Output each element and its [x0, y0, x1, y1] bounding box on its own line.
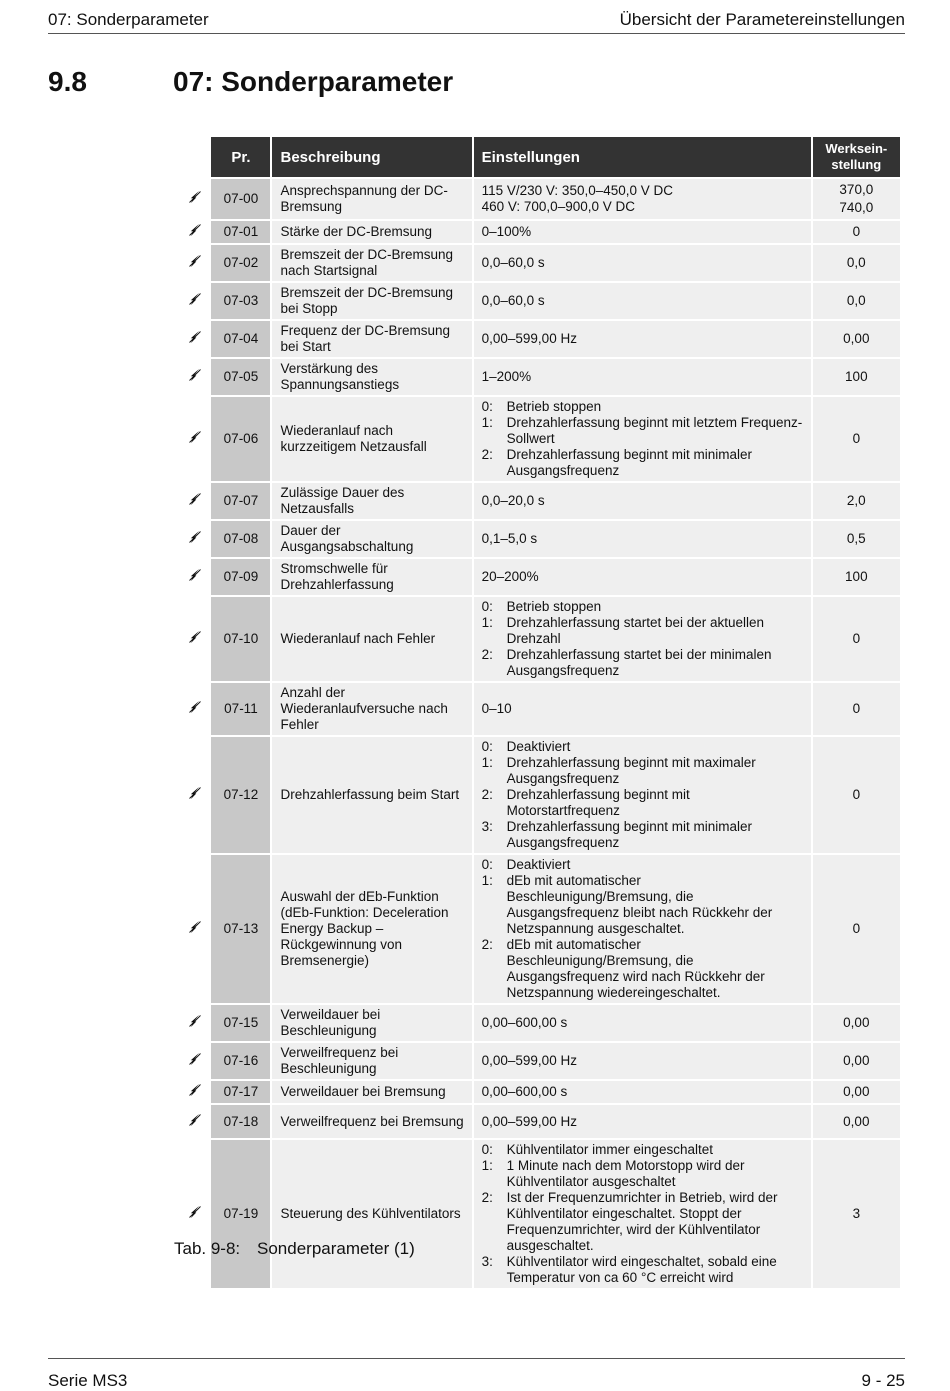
param-settings — [474, 245, 811, 281]
param-default — [813, 221, 900, 243]
option-number: 2: — [481, 937, 493, 952]
online-changeable-icon — [180, 855, 209, 1003]
online-changeable-icon — [180, 397, 209, 481]
option-text: Drehzahlerfassung startet bei der minimalen Ausgangsfrequenz — [506, 647, 772, 678]
param-default — [813, 245, 900, 281]
param-number: 07-13 — [211, 855, 270, 1003]
param-settings — [474, 321, 811, 357]
settings-option — [482, 819, 803, 851]
option-number: 3: — [481, 819, 493, 834]
table-row — [180, 1005, 900, 1041]
param-default — [813, 855, 900, 1003]
option-number: 1: — [481, 415, 493, 430]
param-settings — [474, 359, 811, 395]
settings-line: 20–200% — [481, 569, 539, 584]
option-number: 2: — [481, 787, 493, 802]
option-text: Betrieb stoppen — [506, 599, 602, 614]
option-number: 0: — [481, 1142, 493, 1157]
param-description: Dauer der Ausgangsabschaltung — [272, 521, 471, 557]
default-value: 0 — [852, 224, 861, 239]
settings-line: 115 V/230 V: 350,0–450,0 V DC — [481, 183, 674, 198]
param-number: 07-00 — [211, 179, 270, 219]
settings-option — [482, 739, 803, 755]
settings-option — [482, 1142, 803, 1158]
settings-line: 0,00–599,00 Hz — [481, 1113, 577, 1129]
settings-line: 0–10 — [481, 701, 512, 716]
table-row — [180, 221, 900, 243]
param-default — [813, 321, 900, 357]
param-description: Auswahl der dEb-Funktion (dEb-Funktion: Deceleration Energy Backup – Rückgewinnung von Bremsenergie) — [272, 855, 471, 1003]
param-description: Frequenz der DC-Bremsung bei Start — [272, 321, 471, 357]
online-changeable-icon — [180, 1105, 209, 1138]
param-description: Steuerung des Kühlventilators — [272, 1140, 471, 1288]
option-number: 0: — [481, 857, 493, 872]
default-value: 3 — [852, 1206, 861, 1221]
option-text: Deaktiviert — [506, 857, 571, 872]
param-description: Verstärkung des Spannungsanstiegs — [272, 359, 471, 395]
default-value: 0,0 — [846, 293, 866, 308]
settings-option — [482, 857, 803, 873]
option-text: 1 Minute nach dem Motorstopp wird der Kühlventilator ausgeschaltet — [506, 1158, 745, 1189]
param-number: 07-19 — [211, 1140, 270, 1288]
column-header-settings: Einstellungen — [474, 137, 811, 177]
page-header — [48, 8, 905, 34]
settings-line: 0,00–599,00 Hz — [481, 331, 577, 346]
param-number: 07-07 — [211, 483, 270, 519]
param-settings — [474, 1005, 811, 1041]
param-default — [813, 179, 900, 219]
column-header-description: Beschreibung — [272, 137, 471, 177]
section-number: 9.8 — [48, 66, 87, 97]
table-caption — [174, 1239, 415, 1259]
column-header-default-text: Werksein- stellung — [825, 141, 888, 172]
table-row — [180, 855, 900, 1003]
param-description: Zulässige Dauer des Netzausfalls — [272, 483, 471, 519]
param-default — [813, 1043, 900, 1079]
option-number: 1: — [481, 615, 493, 630]
footer-series: Serie MS3 — [48, 1371, 128, 1390]
option-number: 2: — [481, 447, 493, 462]
settings-line: 460 V: 700,0–900,0 V DC — [481, 199, 635, 214]
table-row — [180, 1140, 900, 1288]
table-row — [180, 1043, 900, 1079]
online-changeable-icon — [180, 521, 209, 557]
default-value: 0 — [852, 787, 861, 802]
default-value: 740,0 — [839, 200, 874, 215]
option-text: dEb mit automatischer Beschleunigung/Bremsung, die Ausgangsfrequenz wird nach Rückkehr der Netzspannung wiedereingeschaltet. — [506, 937, 765, 1000]
param-default — [813, 683, 900, 735]
param-description: Ansprechspannung der DC-Bremsung — [272, 179, 471, 219]
settings-option — [482, 399, 803, 415]
online-changeable-icon — [180, 1043, 209, 1079]
settings-line: 0,1–5,0 s — [481, 531, 538, 546]
option-text: Drehzahlerfassung beginnt mit Motorstartfrequenz — [506, 787, 690, 818]
column-header-pr: Pr. — [211, 137, 270, 177]
default-value: 0,00 — [843, 1084, 870, 1099]
settings-line: 1–200% — [481, 369, 532, 384]
online-changeable-icon — [180, 559, 209, 595]
param-default — [813, 597, 900, 681]
online-changeable-icon — [180, 321, 209, 357]
param-number: 07-04 — [211, 321, 270, 357]
param-settings — [474, 683, 811, 735]
param-settings — [474, 1105, 811, 1138]
online-changeable-icon — [180, 483, 209, 519]
settings-line: 0,0–60,0 s — [481, 293, 545, 308]
param-settings — [474, 1043, 811, 1079]
param-default — [813, 559, 900, 595]
header-section-title: Übersicht der Parametereinstellungen — [619, 10, 905, 29]
option-text: dEb mit automatischer Beschleunigung/Bremsung, die Ausgangsfrequenz bleibt nach Rückkehr der Netzspannung ausgeschaltet. — [506, 873, 773, 936]
online-changeable-icon — [180, 245, 209, 281]
online-changeable-icon — [180, 283, 209, 319]
param-description: Verweildauer bei Bremsung — [272, 1081, 471, 1103]
option-number: 0: — [481, 599, 493, 614]
online-changeable-icon — [180, 597, 209, 681]
option-text: Drehzahlerfassung beginnt mit minimaler Ausgangsfrequenz — [506, 447, 752, 478]
param-description: Stärke der DC-Bremsung — [272, 221, 471, 243]
param-settings — [474, 221, 811, 243]
param-default — [813, 1005, 900, 1041]
default-value: 0,00 — [843, 1053, 870, 1068]
param-default — [813, 283, 900, 319]
header-chapter: 07: Sonderparameter — [48, 10, 209, 29]
param-description: Verweilfrequenz bei Beschleunigung — [272, 1043, 471, 1079]
settings-option — [482, 873, 803, 937]
option-number: 3: — [481, 1254, 493, 1269]
default-value: 0,00 — [843, 331, 870, 346]
option-number: 1: — [481, 755, 493, 770]
settings-option — [482, 647, 803, 679]
param-settings — [474, 179, 811, 219]
param-settings — [474, 559, 811, 595]
settings-line: 0,00–599,00 Hz — [481, 1053, 577, 1068]
table-row — [180, 1105, 900, 1138]
default-value: 0 — [852, 701, 861, 716]
param-description: Drehzahlerfassung beim Start — [272, 737, 471, 853]
settings-option — [482, 599, 803, 615]
caption-label: Tab. 9-8: — [174, 1239, 241, 1258]
param-default — [813, 483, 900, 519]
column-header-default — [813, 137, 900, 177]
section-title: 07: Sonderparameter — [173, 66, 454, 97]
param-description: Wiederanlauf nach Fehler — [272, 597, 471, 681]
param-settings — [474, 1140, 811, 1288]
param-settings — [474, 483, 811, 519]
option-text: Ist der Frequenzumrichter in Betrieb, wird der Kühlventilator eingeschaltet. Stoppt der Frequenzumrichter, wird der Kühlventilator ausgeschaltet. — [506, 1190, 778, 1253]
table-row — [180, 521, 900, 557]
option-number: 0: — [481, 739, 493, 754]
online-changeable-icon — [180, 359, 209, 395]
option-text: Kühlventilator wird eingeschaltet, sobald eine Temperatur von ca 60 °C erreicht wird — [506, 1254, 777, 1285]
param-default — [813, 1140, 900, 1288]
param-number: 07-01 — [211, 221, 270, 243]
table-row — [180, 359, 900, 395]
parameter-table — [178, 135, 902, 1290]
settings-line: 0,0–20,0 s — [481, 493, 545, 508]
param-number: 07-16 — [211, 1043, 270, 1079]
param-settings — [474, 1081, 811, 1103]
param-settings — [474, 597, 811, 681]
table-row — [180, 179, 900, 219]
default-value: 0 — [852, 921, 861, 936]
option-text: Betrieb stoppen — [506, 399, 602, 414]
param-default — [813, 1105, 900, 1138]
settings-option — [482, 1190, 803, 1254]
table-row — [180, 245, 900, 281]
param-number: 07-11 — [211, 683, 270, 735]
default-value: 100 — [845, 569, 868, 584]
param-description: Stromschwelle für Drehzahlerfassung — [272, 559, 471, 595]
option-number: 1: — [481, 873, 493, 888]
table-row — [180, 321, 900, 357]
online-changeable-icon — [180, 221, 209, 243]
settings-line: 0–100% — [481, 224, 532, 239]
param-number: 07-08 — [211, 521, 270, 557]
settings-option — [482, 1254, 803, 1286]
option-text: Drehzahlerfassung beginnt mit letztem Frequenz-Sollwert — [506, 415, 803, 446]
table-row — [180, 1081, 900, 1103]
table-header-row — [180, 137, 900, 177]
default-value: 0,00 — [843, 1113, 870, 1129]
table-row — [180, 737, 900, 853]
param-description: Wiederanlauf nach kurzzeitigem Netzausfall — [272, 397, 471, 481]
param-number: 07-03 — [211, 283, 270, 319]
option-number: 2: — [481, 647, 493, 662]
default-value: 0,0 — [846, 255, 866, 270]
settings-option — [482, 1158, 803, 1190]
option-text: Deaktiviert — [506, 739, 571, 754]
option-text: Drehzahlerfassung beginnt mit minimaler Ausgangsfrequenz — [506, 819, 752, 850]
param-settings — [474, 855, 811, 1003]
default-value: 0,00 — [843, 1015, 870, 1030]
default-value: 100 — [845, 369, 868, 384]
param-number: 07-15 — [211, 1005, 270, 1041]
param-settings — [474, 737, 811, 853]
param-default — [813, 1081, 900, 1103]
online-changeable-icon — [180, 179, 209, 219]
default-value: 370,0 — [839, 182, 874, 197]
settings-option — [482, 615, 803, 647]
option-text: Drehzahlerfassung startet bei der aktuellen Drehzahl — [506, 615, 765, 646]
option-number: 1: — [481, 1158, 493, 1173]
online-changeable-icon — [180, 1005, 209, 1041]
param-settings — [474, 283, 811, 319]
param-number: 07-12 — [211, 737, 270, 853]
param-default — [813, 737, 900, 853]
param-number: 07-05 — [211, 359, 270, 395]
param-description: Anzahl der Wiederanlaufversuche nach Fehler — [272, 683, 471, 735]
online-changeable-icon — [180, 737, 209, 853]
param-number: 07-09 — [211, 559, 270, 595]
settings-option — [482, 937, 803, 1001]
default-value: 2,0 — [846, 493, 866, 508]
online-changeable-icon — [180, 1081, 209, 1103]
table-row — [180, 397, 900, 481]
option-number: 2: — [481, 1190, 493, 1205]
default-value: 0 — [852, 431, 861, 446]
param-number: 07-10 — [211, 597, 270, 681]
icon-column-spacer — [180, 137, 209, 177]
settings-line: 0,0–60,0 s — [481, 255, 545, 270]
param-default — [813, 359, 900, 395]
option-text: Drehzahlerfassung beginnt mit maximaler Ausgangsfrequenz — [506, 755, 756, 786]
param-description: Bremszeit der DC-Bremsung nach Startsignal — [272, 245, 471, 281]
settings-option — [482, 787, 803, 819]
table-row — [180, 597, 900, 681]
param-default — [813, 397, 900, 481]
param-number: 07-02 — [211, 245, 270, 281]
settings-line: 0,00–600,00 s — [481, 1084, 568, 1099]
online-changeable-icon — [180, 683, 209, 735]
online-changeable-icon — [180, 1140, 209, 1288]
page-footer — [48, 1358, 905, 1390]
param-number: 07-18 — [211, 1105, 270, 1138]
param-default — [813, 521, 900, 557]
param-description: Verweildauer bei Beschleunigung — [272, 1005, 471, 1041]
settings-line: 0,00–600,00 s — [481, 1015, 568, 1030]
table-row — [180, 559, 900, 595]
footer-page-number: 9 - 25 — [861, 1371, 905, 1390]
settings-option — [482, 447, 803, 479]
param-number: 07-06 — [211, 397, 270, 481]
table-row — [180, 683, 900, 735]
param-settings — [474, 521, 811, 557]
option-number: 0: — [481, 399, 493, 414]
default-value: 0 — [852, 631, 861, 646]
settings-option — [482, 415, 803, 447]
default-value: 0,5 — [846, 531, 866, 546]
caption-text: Sonderparameter (1) — [257, 1239, 415, 1258]
table-row — [180, 283, 900, 319]
settings-option — [482, 755, 803, 787]
param-description: Bremszeit der DC-Bremsung bei Stopp — [272, 283, 471, 319]
option-text: Kühlventilator immer eingeschaltet — [506, 1142, 713, 1157]
param-description: Verweilfrequenz bei Bremsung — [272, 1105, 471, 1138]
param-number: 07-17 — [211, 1081, 270, 1103]
param-settings — [474, 397, 811, 481]
table-row — [180, 483, 900, 519]
